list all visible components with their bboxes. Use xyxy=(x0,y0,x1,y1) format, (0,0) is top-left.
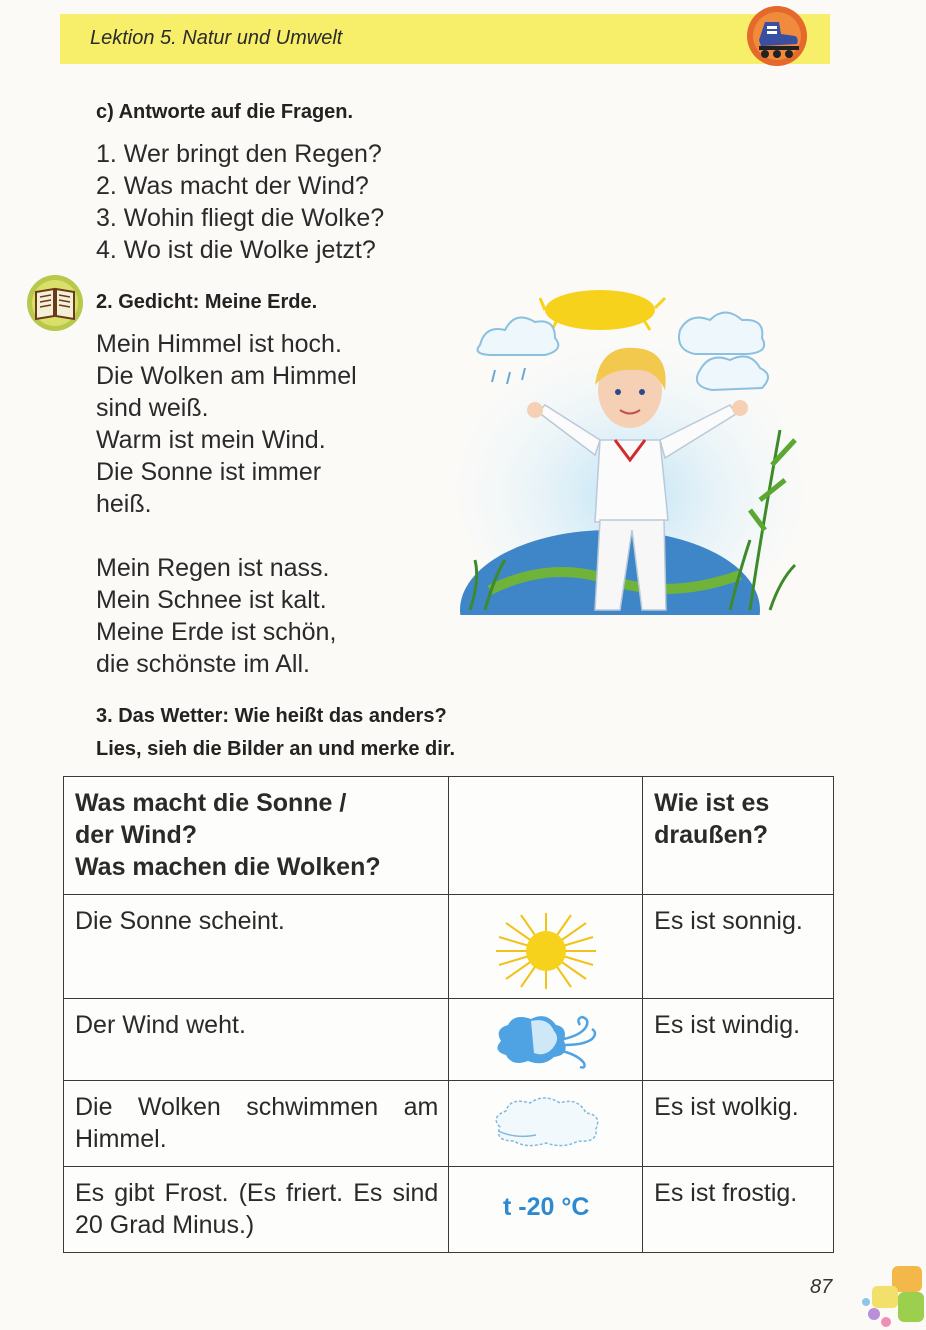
cloud-icon xyxy=(486,1091,606,1151)
section-c-heading: c) Antworte auf die Fragen. xyxy=(96,101,354,123)
row-picture-cell xyxy=(449,999,643,1081)
poem-line: sind weiß. xyxy=(96,394,209,422)
row-picture-cell xyxy=(449,895,643,999)
poem-stanza-2 xyxy=(96,552,336,680)
poem-line: heiß. xyxy=(96,490,152,518)
question-list xyxy=(96,138,384,266)
poem-line: Mein Regen ist nass. xyxy=(96,554,330,582)
question-item: 4. Wo ist die Wolke jetzt? xyxy=(96,236,376,264)
weather-table xyxy=(63,776,834,1253)
header-line: der Wind? xyxy=(75,821,197,849)
lesson-title: Lektion 5. Natur und Umwelt xyxy=(90,27,343,49)
question-item: 2. Was macht der Wind? xyxy=(96,172,369,200)
poem-heading: 2. Gedicht: Meine Erde. xyxy=(96,291,318,313)
row-weather-cell: Es ist sonnig. xyxy=(643,895,834,999)
row-picture-cell xyxy=(449,1167,643,1253)
wind-cloud-icon xyxy=(486,1009,606,1071)
table-row xyxy=(64,1167,834,1253)
header-line: Was macht die Sonne / xyxy=(75,789,347,817)
reading-book-icon xyxy=(26,274,84,332)
row-action-cell: Es gibt Frost. (Es friert. Es sind 20 Grad Minus.) xyxy=(64,1167,449,1253)
header-cell-actions xyxy=(64,777,449,895)
inline-skate-icon xyxy=(745,4,809,68)
header-cell-picture xyxy=(449,777,643,895)
poem-line: Mein Himmel ist hoch. xyxy=(96,330,342,358)
header-cell-weather xyxy=(643,777,834,895)
poem-line: Mein Schnee ist kalt. xyxy=(96,586,327,614)
poem-line: Die Wolken am Himmel xyxy=(96,362,357,390)
table-header-row xyxy=(64,777,834,895)
exercise-3-instruction: Lies, sieh die Bilder an und merke dir. xyxy=(96,738,456,760)
header-line: draußen? xyxy=(654,821,769,849)
row-action-cell: Die Wolken schwimmen am Himmel. xyxy=(64,1081,449,1167)
row-weather-cell: Es ist frostig. xyxy=(643,1167,834,1253)
poem-line: Warm ist mein Wind. xyxy=(96,426,326,454)
poem-line: Die Sonne ist immer xyxy=(96,458,322,486)
row-weather-cell: Es ist wolkig. xyxy=(643,1081,834,1167)
row-action-cell: Die Sonne scheint. xyxy=(64,895,449,999)
row-action-cell: Der Wind weht. xyxy=(64,999,449,1081)
table-row xyxy=(64,1081,834,1167)
row-picture-cell xyxy=(449,1081,643,1167)
row-weather-cell: Es ist windig. xyxy=(643,999,834,1081)
poem-line: die schönste im All. xyxy=(96,650,310,678)
table-row xyxy=(64,895,834,999)
question-item: 3. Wohin fliegt die Wolke? xyxy=(96,204,385,232)
boy-weather-illustration xyxy=(450,290,810,615)
sun-icon xyxy=(491,911,601,991)
poem-stanza-1 xyxy=(96,328,357,520)
poem-line: Meine Erde ist schön, xyxy=(96,618,337,646)
page-number: 87 xyxy=(810,1276,833,1298)
exercise-3-heading: 3. Das Wetter: Wie heißt das anders? xyxy=(96,705,447,727)
temperature-label: t -20 °C xyxy=(503,1193,590,1221)
table-row xyxy=(64,999,834,1081)
header-line: Was machen die Wolken? xyxy=(75,853,381,881)
header-line: Wie ist es xyxy=(654,789,770,817)
decorative-blocks-icon xyxy=(862,1262,926,1330)
question-item: 1. Wer bringt den Regen? xyxy=(96,140,382,168)
